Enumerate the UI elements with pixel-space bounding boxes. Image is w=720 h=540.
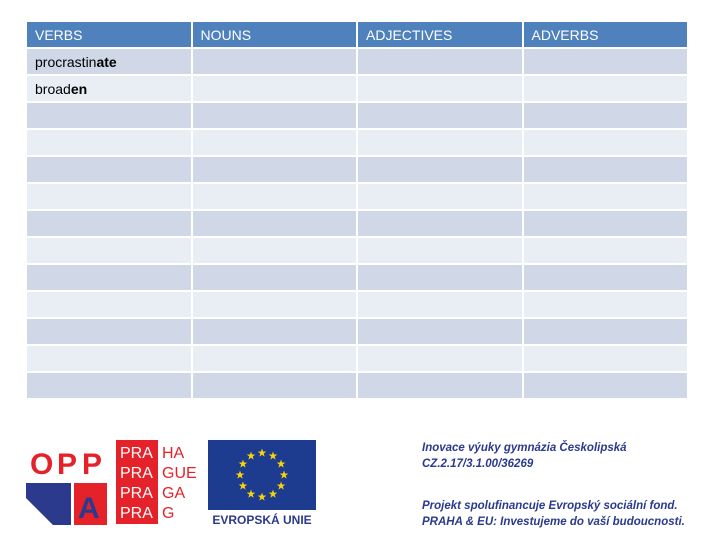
oppa-logo-blue-block — [26, 483, 71, 525]
oppa-letter-p2: P — [82, 448, 103, 481]
cell-adverbs[interactable] — [523, 237, 689, 264]
cell-adjectives[interactable] — [357, 345, 523, 372]
cell-adjectives[interactable] — [357, 129, 523, 156]
table-row — [26, 129, 688, 156]
table-row — [26, 372, 688, 399]
cell-nouns[interactable] — [192, 75, 358, 102]
cell-adjectives[interactable] — [357, 291, 523, 318]
table-row — [26, 156, 688, 183]
project-info — [422, 440, 627, 472]
cell-adjectives[interactable] — [357, 318, 523, 345]
cell-verbs[interactable] — [26, 156, 192, 183]
cell-nouns[interactable] — [192, 237, 358, 264]
word-stem: procrastin — [35, 53, 97, 70]
cell-nouns[interactable] — [192, 102, 358, 129]
oppa-letter-o: O — [30, 448, 54, 481]
cell-adverbs[interactable] — [523, 291, 689, 318]
praha-right-text: HA — [162, 445, 185, 462]
project-code: CZ.2.17/3.1.00/36269 — [422, 458, 534, 470]
cell-verbs[interactable] — [26, 291, 192, 318]
table-row — [26, 75, 688, 102]
oppa-letter-p1: P — [57, 448, 78, 481]
praha-right-text: GUE — [162, 465, 197, 482]
funding-info — [422, 498, 685, 530]
cell-verbs[interactable] — [26, 264, 192, 291]
cell-verbs[interactable] — [26, 372, 192, 399]
cell-verbs[interactable] — [26, 129, 192, 156]
cell-nouns[interactable] — [192, 129, 358, 156]
table-row — [26, 345, 688, 372]
header-adverbs: ADVERBS — [523, 21, 689, 48]
table-row — [26, 264, 688, 291]
cell-nouns[interactable] — [192, 48, 358, 75]
table-row — [26, 183, 688, 210]
header-nouns: NOUNS — [192, 21, 358, 48]
table-row — [26, 291, 688, 318]
project-title: Inovace výuky gymnázia Českolipská — [422, 442, 627, 454]
header-adjectives: ADJECTIVES — [357, 21, 523, 48]
cell-verbs[interactable] — [26, 345, 192, 372]
praha-right-text: GA — [162, 485, 186, 502]
table-row — [26, 210, 688, 237]
cell-verbs[interactable] — [26, 318, 192, 345]
table-header-row — [26, 21, 688, 48]
cell-adverbs[interactable] — [523, 318, 689, 345]
cell-adjectives[interactable] — [357, 372, 523, 399]
table-row — [26, 318, 688, 345]
cell-adjectives[interactable] — [357, 237, 523, 264]
word-forms-table — [25, 20, 689, 400]
header-verbs: VERBS — [26, 21, 192, 48]
cell-nouns[interactable] — [192, 183, 358, 210]
cell-nouns[interactable] — [192, 210, 358, 237]
table-row — [26, 237, 688, 264]
cell-adjectives[interactable] — [357, 48, 523, 75]
oppa-letter-a: A — [78, 492, 100, 525]
cell-adverbs[interactable] — [523, 75, 689, 102]
word-suffix: en — [70, 80, 88, 97]
oppa-logo — [26, 438, 107, 525]
cell-adverbs[interactable] — [523, 372, 689, 399]
word-suffix: ate — [96, 53, 117, 70]
table-row — [26, 102, 688, 129]
praha-left-text: PRA — [120, 485, 153, 502]
table-body — [26, 48, 688, 399]
word-stem: broad — [35, 80, 71, 97]
cell-adjectives[interactable] — [357, 102, 523, 129]
cell-nouns[interactable] — [192, 156, 358, 183]
cell-adverbs[interactable] — [523, 156, 689, 183]
cell-verbs[interactable] — [26, 210, 192, 237]
cell-nouns[interactable] — [192, 372, 358, 399]
cell-adjectives[interactable] — [357, 264, 523, 291]
praha-left-text: PRA — [120, 465, 153, 482]
cell-nouns[interactable] — [192, 264, 358, 291]
cell-adverbs[interactable] — [523, 102, 689, 129]
cell-adverbs[interactable] — [523, 48, 689, 75]
slogan-line: PRAHA & EU: Investujeme do vaší budoucnosti. — [422, 516, 685, 528]
cell-verbs[interactable] — [26, 75, 192, 102]
praha-logo — [116, 440, 201, 524]
cell-adjectives[interactable] — [357, 210, 523, 237]
cell-nouns[interactable] — [192, 291, 358, 318]
praha-right-text: G — [162, 505, 175, 522]
cell-verbs[interactable] — [26, 237, 192, 264]
cell-adverbs[interactable] — [523, 264, 689, 291]
cell-adjectives[interactable] — [357, 183, 523, 210]
cell-adverbs[interactable] — [523, 210, 689, 237]
cell-adverbs[interactable] — [523, 183, 689, 210]
cell-adverbs[interactable] — [523, 129, 689, 156]
praha-left-text: PRA — [120, 505, 153, 522]
cell-nouns[interactable] — [192, 345, 358, 372]
table-row — [26, 48, 688, 75]
cell-adverbs[interactable] — [523, 345, 689, 372]
eu-caption: EVROPSKÁ UNIE — [212, 513, 312, 526]
cell-verbs[interactable] — [26, 102, 192, 129]
cell-adjectives[interactable] — [357, 75, 523, 102]
praha-left-text: PRA — [120, 445, 153, 462]
cell-verbs[interactable] — [26, 48, 192, 75]
eu-logo — [208, 440, 316, 526]
funding-line: Projekt spolufinancuje Evropský sociální fond. — [422, 500, 678, 512]
cell-nouns[interactable] — [192, 318, 358, 345]
cell-adjectives[interactable] — [357, 156, 523, 183]
cell-verbs[interactable] — [26, 183, 192, 210]
